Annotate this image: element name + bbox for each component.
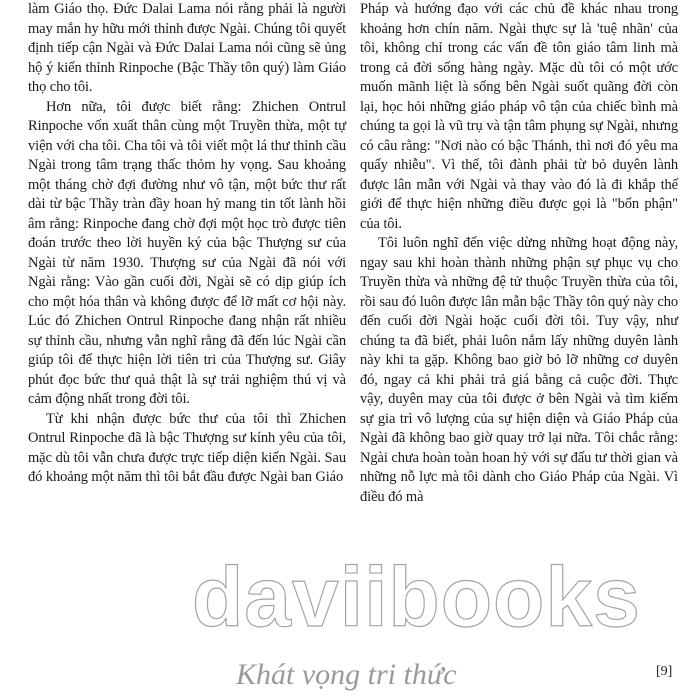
publisher-watermark: daviibooks <box>192 550 641 644</box>
left-paragraph-2: Hơn nữa, tôi được biết rằng: Zhichen Ontrul Rinpoche vốn xuất thân cùng một Truyền thừa, một tự viện với cha tôi. Cha tôi và tôi viết một lá thư thỉnh cầu Ngài trong tâm trạng thấc thỏm hy vọng. Sau khoảng một tháng chờ đợi đường như vô tận, một bức thư rất dài từ bậc Thầy tràn đầy hoan hỷ mang tin tốt lành hồi âm rằng: Rinpoche đang chờ đợi một học trò được tiên đoán trước theo lời huyền ký của bậc Thượng sư của Ngài từ năm 1930. Thượng sư của Ngài đã nói với Ngài rằng: Vào gần cuối đời, Ngài sẽ có dịp giúp ích cho một hóa thân và không được để lỡ mất cơ hội này. Lúc đó Zhichen Ontrul Rinpoche đang nhận rất nhiều sự thỉnh cầu, nhưng vẫn nghĩ rằng đã đến lúc Ngài cần giúp tôi để thực hiện lời tiên tri của Thượng sư. Giây phút đọc bức thư quả thật là sự trải nghiệm thú vị và cảm động nhất trong đời tôi. <box>28 98 346 407</box>
left-text-column <box>28 0 346 488</box>
right-paragraph-1: Pháp và hướng đạo với các chủ đề khác nhau trong khoảng hơn chín năm. Ngài thực sự là 'tuệ nhãn' của tôi, không chỉ trong các vấn đề tôn giáo tâm linh mà trong cả đời sống hàng ngày. Mặc dù tôi có một ước muốn mãnh liệt là sống bên Ngài suốt quãng đời còn lại, học hỏi những giáo pháp vô tận của chiếc bình mà chúng ta gọi là vũ trụ và tận tâm phụng sự Ngài, nhưng có câu rằng: "Nơi nào có bậc Thánh, thì nơi đó yêu ma quấy nhiễu". Vì thế, tôi đành phải từ bỏ duyên lành được lân mẫn với Ngài và thay vào đó là đi khắp thế giới để thực hiện những điều được gọi là "bổn phận" của tôi. <box>360 1 678 232</box>
left-paragraph-3: Từ khi nhận được bức thư của tôi thì Zhichen Ontrul Rinpoche đã là bậc Thượng sư kính yêu của tôi, mặc dù tôi vẫn chưa được trực tiếp diện kiến Ngài. Sau đó khoảng một năm thì tôi bắt đầu được Ngài ban Giáo <box>28 410 346 485</box>
right-text-column <box>360 0 678 507</box>
page-number: [9] <box>656 664 673 679</box>
left-paragraph-1: làm Giáo thọ. Đức Dalai Lama nói rằng phải là người may mắn hy hữu mới thỉnh được Ngài. Chúng tôi quyết định tiếp cận Ngài và Đức Dalai Lama nói cũng sẽ ủng hộ ý kiến thỉnh Rinpoche (Bậc Thầy tôn quý) làm Giáo thọ cho tôi. <box>28 1 346 95</box>
publisher-tagline: Khát vọng tri thức <box>236 658 457 691</box>
right-paragraph-2: Tôi luôn nghĩ đến việc dừng những hoạt động này, ngay sau khi hoàn thành những phận sự phục vụ cho Truyền thừa và những đệ tử thuộc Truyền thừa của tôi, rồi sau đó luôn được lân mẫn bậc Thầy tôn quý này cho đến cuối đời Ngài hoặc cuối đời tôi. Tuy vậy, như chúng ta đã biết, phải luôn nắm lấy những duyên lành này khi ta gặp. Không bao giờ bỏ lỡ những cơ duyên đó, ngay cả khi phải trả giá bằng cả cuộc đời. Thực vậy, duyên may của tôi được ở bên Ngài và tìm kiếm sự gia trì vô lượng của sự hiện diện và Giáo Pháp của Ngài đã không bao giờ quay trở lại nữa. Tôi chắc rằng: Ngài chưa hoàn toàn hoan hỷ với sự đấu tư thời gian và những nỗ lực mà tôi dành cho Giáo Pháp của Ngài. Vì điều đó mà <box>360 235 678 505</box>
